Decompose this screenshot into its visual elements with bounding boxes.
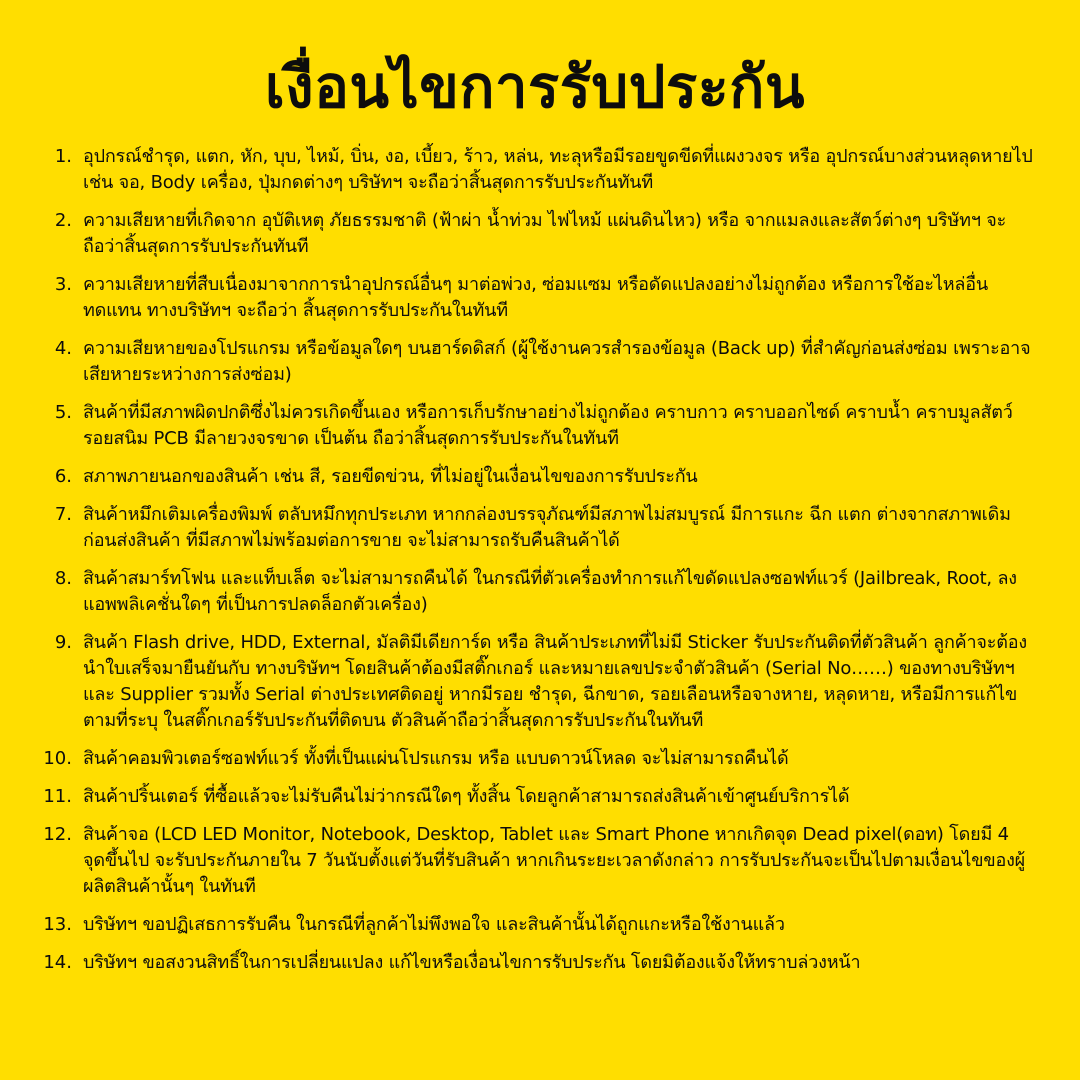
term-item [34, 502, 1036, 554]
term-number: 3. [54, 274, 72, 295]
page-title: เงื่อนไขการรับประกัน [264, 53, 806, 121]
term-item [34, 464, 1036, 490]
term-item [34, 208, 1036, 260]
term-number: 11. [43, 786, 72, 807]
term-item [34, 630, 1036, 734]
term-text: อุปกรณ์ชำรุด, แตก, หัก, บุบ, ไหม้, บิ่น, งอ, เบี้ยว, ร้าว, หล่น, ทะลุหรือมีรอยขูดขีดที่แผงวงจร หรือ อุปกรณ์บางส่วนหลุดหายไป เช่น จอ, Body เครื่อง, ปุ่มกดต่างๆ บริษัทฯ จะถือว่าสิ้นสุดการรับประกันทันที [83, 146, 1033, 193]
term-text: สินค้าจอ (LCD LED Monitor, Notebook, Desktop, Tablet และ Smart Phone หากเกิดจุด Dead pixel(ดอท) โดยมี 4 จุดขึ้นไป จะรับประกันภายใน 7 วันนับตั้งแต่วันที่รับสินค้า หากเกินระยะเวลาดังกล่าว การรับประกันจะเป็นไปตามเงื่อนไขของผู้ผลิตสินค้านั้นๆ ในทันที [83, 824, 1026, 897]
term-text: ความเสียหายที่เกิดจาก อุบัติเหตุ ภัยธรรมชาติ (ฟ้าผ่า น้ำท่วม ไฟไหม้ แผ่นดินไหว) หรือ จากแมลงและสัตว์ต่างๆ บริษัทฯ จะถือว่าสิ้นสุดการรับประกันทันที [83, 210, 1007, 257]
term-number: 8. [54, 568, 72, 589]
term-number: 13. [43, 914, 72, 935]
term-item [34, 950, 1036, 976]
term-item [34, 566, 1036, 618]
term-number: 7. [54, 504, 72, 525]
term-text: สภาพภายนอกของสินค้า เช่น สี, รอยขีดข่วน, ที่ไม่อยู่ในเงื่อนไขของการรับประกัน [83, 466, 698, 487]
term-number: 1. [54, 146, 72, 167]
term-text: สินค้าคอมพิวเตอร์ซอฟท์แวร์ ทั้งที่เป็นแผ่นโปรแกรม หรือ แบบดาวน์โหลด จะไม่สามารถคืนได้ [83, 748, 789, 769]
term-text: สินค้า Flash drive, HDD, External, มัลติมีเดียการ์ด หรือ สินค้าประเภทที่ไม่มี Sticker รับประกันติดที่ตัวสินค้า ลูกค้าจะต้องนำใบเสร็จมายืนยันกับ ทางบริษัทฯ โดยสินค้าต้องมีสติ๊กเกอร์ และหมายเลขประจำตัวสินค้า (Serial No……) ของทางบริษัทฯและ Supplier รวมทั้ง Serial ต่างประเทศติดอยู่ หากมีรอย ชำรุด, ฉีกขาด, รอยเลือนหรือจางหาย, หลุดหาย, หรือมีการแก้ไขตามที่ระบุ ในสติ๊กเกอร์รับประกันที่ติดบน ตัวสินค้าถือว่าสิ้นสุดการรับประกันในทันที [83, 632, 1027, 731]
term-number: 12. [43, 824, 72, 845]
term-text: บริษัทฯ ขอปฏิเสธการรับคืน ในกรณีที่ลูกค้าไม่พึงพอใจ และสินค้านั้นได้ถูกแกะหรือใช้งานแล้ว [83, 914, 785, 935]
term-text: ความเสียหายของโปรแกรม หรือข้อมูลใดๆ บนฮาร์ดดิสก์ (ผู้ใช้งานควรสำรองข้อมูล (Back up) ที่สำคัญก่อนส่งซ่อม เพราะอาจเสียหายระหว่างการส่งซ่อม) [83, 338, 1031, 385]
term-item [34, 784, 1036, 810]
term-number: 5. [54, 402, 72, 423]
term-text: สินค้าหมึกเติมเครื่องพิมพ์ ตลับหมึกทุกประเภท หากกล่องบรรจุภัณฑ์มีสภาพไม่สมบูรณ์ มีการแกะ ฉีก แตก ต่างจากสภาพเดิมก่อนส่งสินค้า ที่มีสภาพไม่พร้อมต่อการขาย จะไม่สามารถรับคืนสินค้าได้ [83, 504, 1011, 551]
terms-list [34, 144, 1036, 976]
term-number: 10. [43, 748, 72, 769]
term-text: สินค้าปริ้นเตอร์ ที่ซื้อแล้วจะไม่รับคืนไม่ว่ากรณีใดๆ ทั้งสิ้น โดยลูกค้าสามารถส่งสินค้าเข้าศูนย์บริการได้ [83, 786, 850, 807]
term-number: 6. [54, 466, 72, 487]
term-text: สินค้าที่มีสภาพผิดปกติซึ่งไม่ควรเกิดขึ้นเอง หรือการเก็บรักษาอย่างไม่ถูกต้อง คราบกาว คราบออกไซด์ คราบน้ำ คราบมูลสัตว์ รอยสนิม PCB มีลายวงจรขาด เป็นต้น ถือว่าสิ้นสุดการรับประกันในทันที [83, 402, 1013, 449]
term-number: 9. [54, 632, 72, 653]
term-item [34, 912, 1036, 938]
term-item [34, 822, 1036, 900]
term-number: 2. [54, 210, 72, 231]
term-text: ความเสียหายที่สืบเนื่องมาจากการนำอุปกรณ์อื่นๆ มาต่อพ่วง, ซ่อมแซม หรือดัดแปลงอย่างไม่ถูกต้อง หรือการใช้อะไหล่อื่นทดแทน ทางบริษัทฯ จะถือว่า สิ้นสุดการรับประกันในทันที [83, 274, 988, 321]
term-item [34, 336, 1036, 388]
term-number: 14. [43, 952, 72, 973]
term-item [34, 272, 1036, 324]
term-item [34, 400, 1036, 452]
term-item [34, 746, 1036, 772]
term-text: สินค้าสมาร์ทโฟน และแท็บเล็ต จะไม่สามารถคืนได้ ในกรณีที่ตัวเครื่องทำการแก้ไขดัดแปลงซอฟท์แวร์ (Jailbreak, Root, ลงแอพพลิเคชั่นใดๆ ที่เป็นการปลดล็อกตัวเครื่อง) [83, 568, 1017, 615]
term-item [34, 144, 1036, 196]
term-text: บริษัทฯ ขอสงวนสิทธิ์ในการเปลี่ยนแปลง แก้ไขหรือเงื่อนไขการรับประกัน โดยมิต้องแจ้งให้ทราบล่วงหน้า [83, 952, 861, 973]
term-number: 4. [54, 338, 72, 359]
